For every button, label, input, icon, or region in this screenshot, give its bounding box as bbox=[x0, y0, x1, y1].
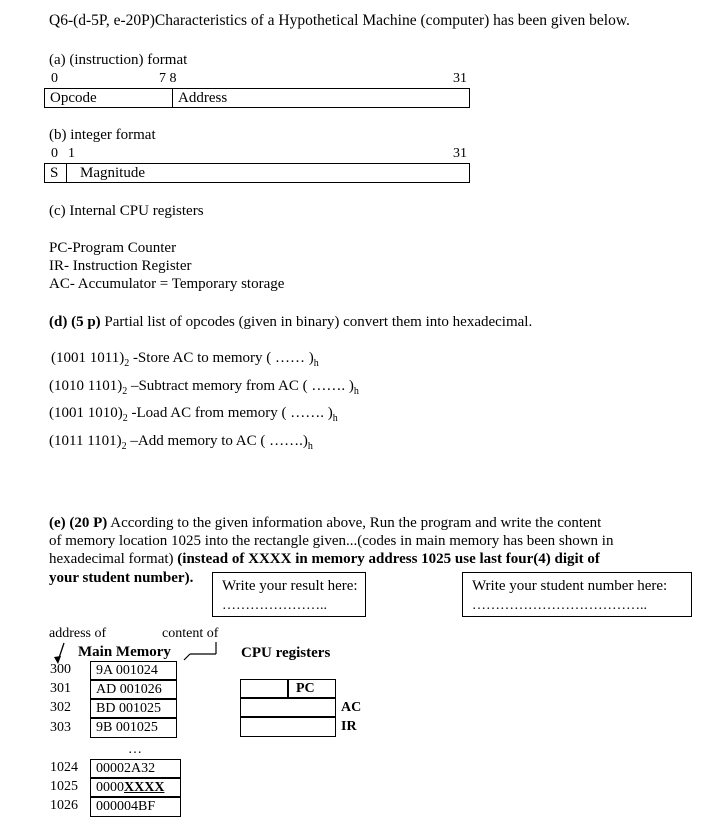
part-e-line-2: of memory location 1025 into the rectangle given...(codes in main memory has been shown in bbox=[49, 533, 614, 549]
part-e-instruction: (instead of XXXX in memory address 1025 use last four(4) digit of bbox=[177, 551, 600, 567]
memory-cell: AD 001026 bbox=[90, 680, 177, 699]
integer-bit-1: 1 bbox=[68, 146, 75, 161]
instruction-bit-7-8: 7 8 bbox=[159, 71, 177, 86]
opcode-description: –Subtract memory from AC ( ……. ) bbox=[127, 378, 354, 394]
memory-address: 302 bbox=[50, 700, 71, 715]
pc-register bbox=[288, 679, 336, 698]
memory-cell: BD 001025 bbox=[90, 699, 177, 718]
opcode-field: Opcode bbox=[50, 90, 97, 106]
sign-field: S bbox=[50, 165, 59, 181]
memory-address: 1026 bbox=[50, 798, 78, 813]
instruction-format-box bbox=[44, 88, 470, 108]
student-digits-placeholder: XXXX bbox=[124, 780, 165, 795]
student-number-label: Write your student number here: bbox=[472, 578, 668, 594]
ac-label: AC bbox=[341, 700, 362, 715]
opcode-description: –Add memory to AC ( …….) bbox=[126, 433, 308, 449]
instruction-bit-31: 31 bbox=[453, 71, 467, 86]
result-box[interactable] bbox=[212, 572, 366, 617]
base-subscript: 2 bbox=[122, 413, 128, 424]
pc-box-left bbox=[240, 679, 288, 698]
integer-format-label: (b) integer format bbox=[49, 127, 156, 143]
part-e-line-3 bbox=[49, 551, 600, 568]
hex-subscript: h bbox=[332, 413, 338, 424]
hex-subscript: h bbox=[307, 441, 313, 452]
instruction-bit-0: 0 bbox=[51, 71, 58, 86]
memory-address: 1025 bbox=[50, 779, 78, 794]
register-pc: PC-Program Counter bbox=[49, 240, 177, 256]
memory-ellipsis: … bbox=[128, 742, 142, 757]
base-subscript: 2 bbox=[121, 441, 127, 452]
content-arrow-icon bbox=[184, 642, 216, 660]
hex-subscript: h bbox=[313, 358, 319, 369]
memory-address: 300 bbox=[50, 662, 71, 677]
result-label: Write your result here: bbox=[222, 578, 358, 594]
content-of-label: content of bbox=[162, 626, 219, 641]
student-number-box[interactable] bbox=[462, 572, 692, 617]
integer-bit-31: 31 bbox=[453, 146, 467, 161]
part-d-description: Partial list of opcodes (given in binary) convert them into hexadecimal. bbox=[100, 314, 533, 330]
part-e-line-1 bbox=[49, 515, 601, 532]
main-memory-title: Main Memory bbox=[78, 644, 171, 660]
memory-value-prefix: 0000 bbox=[96, 780, 124, 795]
base-subscript: 2 bbox=[124, 358, 130, 369]
memory-cell-1025 bbox=[90, 778, 181, 797]
opcode-binary: (1001 1011) bbox=[51, 350, 125, 366]
result-dots: ………………….. bbox=[222, 598, 327, 613]
cpu-registers-label: (c) Internal CPU registers bbox=[49, 203, 204, 219]
part-e-prefix: (e) (20 P) bbox=[49, 515, 108, 531]
opcode-row bbox=[49, 433, 313, 450]
opcode-binary: (1011 1101) bbox=[49, 433, 122, 449]
ir-register bbox=[240, 717, 336, 737]
memory-cell: 9B 001025 bbox=[90, 718, 177, 738]
magnitude-field: Magnitude bbox=[80, 165, 145, 181]
address-arrow-icon bbox=[54, 643, 64, 664]
pc-label: PC bbox=[296, 681, 315, 696]
part-e-text: According to the given information above, Run the program and write the content bbox=[107, 515, 602, 531]
part-e-line-4: your student number). bbox=[49, 570, 194, 586]
opcode-description: -Store AC to memory ( …… ) bbox=[129, 350, 314, 366]
instruction-divider bbox=[172, 88, 173, 108]
opcode-row bbox=[51, 350, 319, 367]
register-ac: AC- Accumulator = Temporary storage bbox=[49, 276, 285, 292]
memory-cell: 9A 001024 bbox=[90, 661, 177, 680]
part-e-text: hexadecimal format) bbox=[49, 551, 178, 567]
register-ir: IR- Instruction Register bbox=[49, 258, 192, 274]
opcode-description: -Load AC from memory ( ……. ) bbox=[127, 405, 333, 421]
memory-address: 1024 bbox=[50, 760, 78, 775]
cpu-registers-title: CPU registers bbox=[241, 645, 331, 661]
opcode-binary: (1001 1010) bbox=[49, 405, 123, 421]
instruction-format-label: (a) (instruction) format bbox=[49, 52, 188, 68]
memory-address: 303 bbox=[50, 720, 71, 735]
address-of-label: address of bbox=[49, 626, 107, 641]
part-d-prefix: (d) (5 p) bbox=[49, 314, 101, 330]
integer-bit-0: 0 bbox=[51, 146, 58, 161]
memory-cell: 000004BF bbox=[90, 797, 181, 817]
ac-register bbox=[240, 698, 336, 717]
opcode-row bbox=[49, 378, 359, 395]
memory-cell: 00002A32 bbox=[90, 759, 181, 778]
question-title: Q6-(d-5P, e-20P)Characteristics of a Hypothetical Machine (computer) has been given below. bbox=[49, 12, 630, 29]
student-number-dots: ……………………………….. bbox=[472, 598, 647, 613]
address-field: Address bbox=[178, 90, 228, 106]
part-d-text bbox=[49, 314, 532, 331]
opcode-binary: (1010 1101) bbox=[49, 378, 123, 394]
ir-label: IR bbox=[341, 719, 357, 734]
integer-divider bbox=[66, 163, 67, 183]
base-subscript: 2 bbox=[122, 386, 128, 397]
memory-address: 301 bbox=[50, 681, 71, 696]
hex-subscript: h bbox=[353, 386, 359, 397]
opcode-row bbox=[49, 405, 338, 422]
